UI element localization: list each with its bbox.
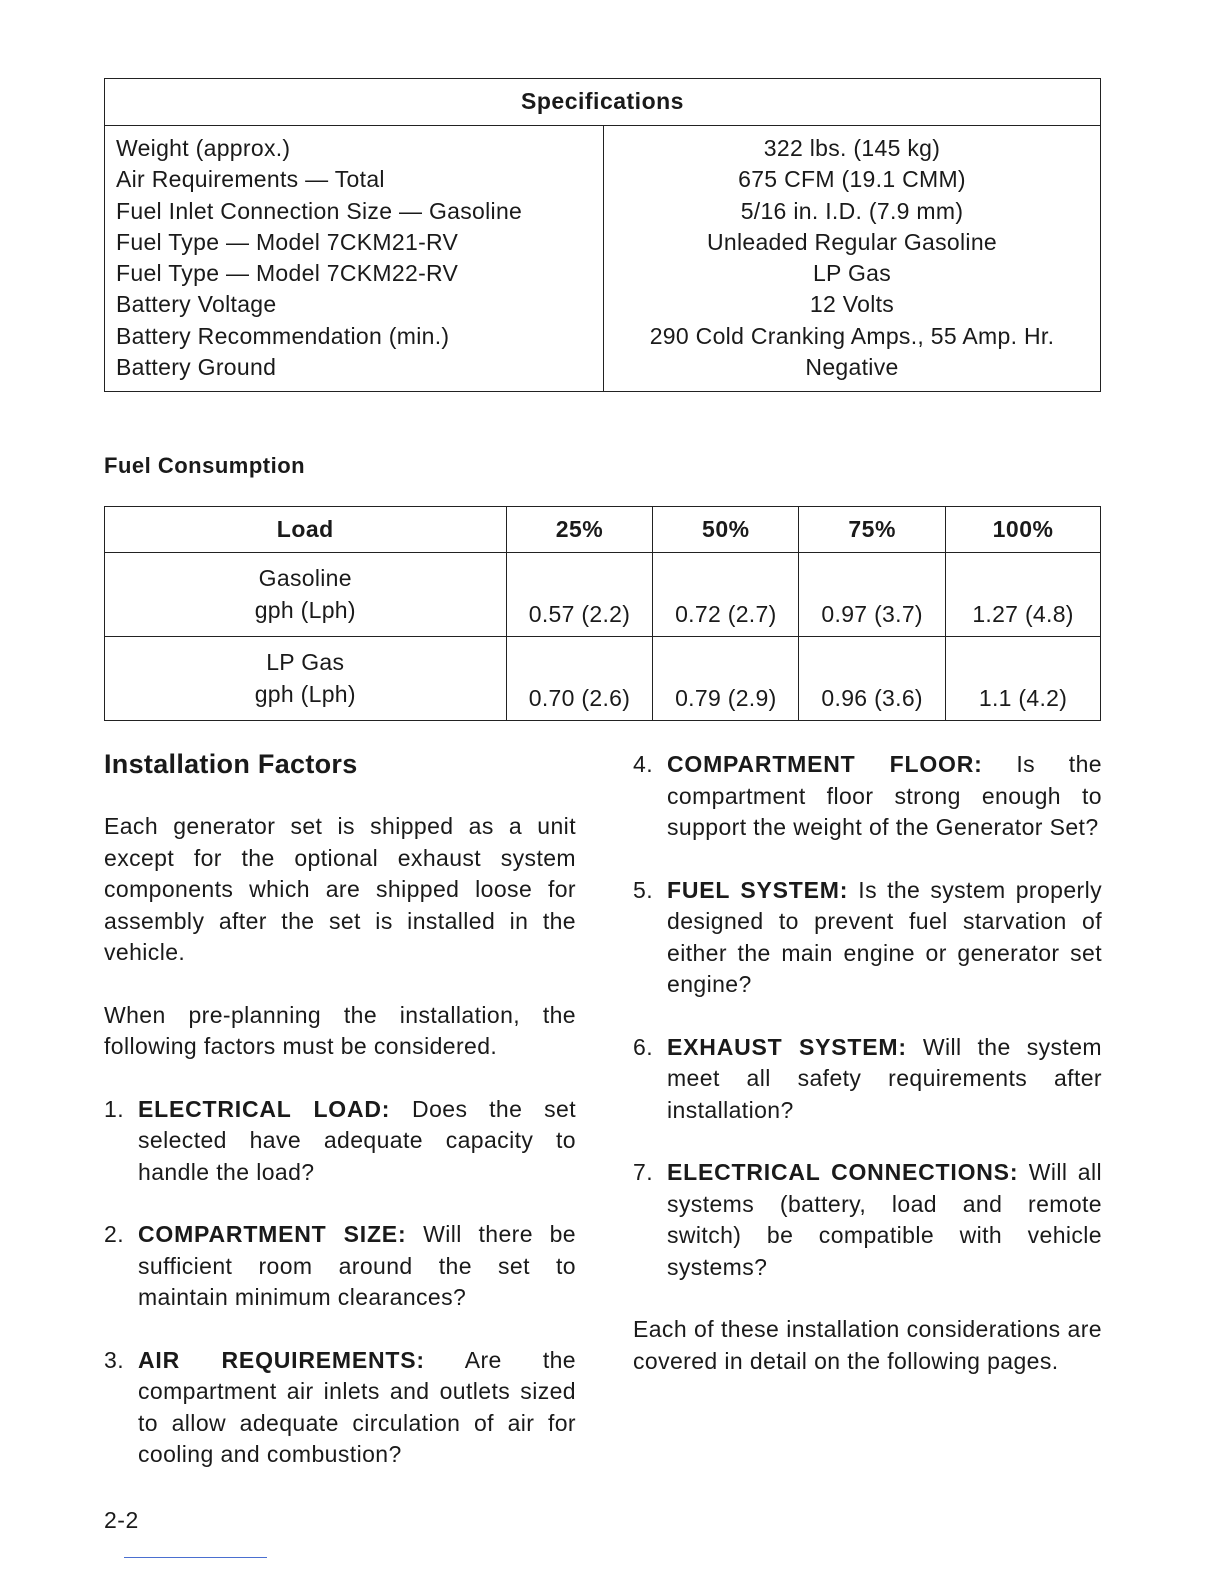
spec-label: Air Requirements — Total [116,166,385,193]
specifications-title: Specifications [105,79,1101,126]
fuel-type: Gasoline [258,565,352,591]
fuel-header-75: 75% [799,507,946,553]
spec-label: Battery Recommendation (min.) [116,322,450,349]
item-title: COMPARTMENT SIZE: [138,1221,407,1247]
fuel-row-label [105,553,507,637]
list-item [633,1032,1102,1127]
item-number: 2. [104,1221,124,1247]
list-item [104,1345,576,1471]
intro-paragraph: When pre-planning the installation, the following factors must be considered. [104,1001,576,1059]
item-text: Are the compartment air inlets and outlets sized to allow adequate circulation of air for cooling and combustion? [138,1346,576,1467]
right-column [633,749,1102,1408]
spec-label: Fuel Type — Model 7CKM21-RV [116,228,459,255]
fuel-value: 0.70 (2.6) [506,637,653,721]
item-text: Will all systems (battery, load and remote switch) be compatible with vehicle systems? [667,1159,1102,1280]
spec-label: Fuel Inlet Connection Size — Gasoline [116,197,523,224]
fuel-header-25: 25% [506,507,653,553]
spec-label: Fuel Type — Model 7CKM22-RV [116,260,459,287]
fuel-value: 0.97 (3.7) [799,553,946,637]
fuel-row-label [105,637,507,721]
item-text: Is the system properly designed to prevent fuel starvation of either the main engine or generator set engine? [667,876,1102,997]
item-title: FUEL SYSTEM: [667,876,849,903]
installation-heading: Installation Factors [104,749,358,779]
fuel-consumption-table [104,506,1101,721]
item-text: Does the set selected have adequate capacity to handle the load? [138,1095,576,1185]
list-item [104,1219,576,1314]
fuel-header-row [105,507,1101,553]
fuel-unit: gph (Lph) [254,680,356,707]
fuel-consumption-heading: Fuel Consumption [104,453,306,478]
item-number: 7. [633,1159,653,1185]
item-number: 3. [104,1346,124,1373]
spec-value: 5/16 in. I.D. (7.9 mm) [740,197,964,224]
fuel-type: LP Gas [266,649,345,675]
spec-value: Unleaded Regular Gasoline [706,228,998,255]
fuel-value: 0.79 (2.9) [653,637,799,721]
footer-rule [124,1557,267,1558]
spec-value: Negative [805,354,899,381]
spec-label: Battery Voltage [116,291,277,318]
fuel-value: 0.72 (2.7) [653,553,799,637]
item-title: EXHAUST SYSTEM: [667,1033,907,1060]
item-text: Will there be sufficient room around the set to maintain minimum clearances? [138,1221,576,1310]
intro-paragraph: Each generator set is shipped as a unit except for the optional exhaust system components which are shipped loose for assembly after the set is installed in the vehicle. [104,813,576,965]
item-number: 6. [633,1033,653,1060]
item-number: 1. [104,1095,124,1122]
spec-labels-column [105,126,604,392]
item-title: AIR REQUIREMENTS: [138,1346,425,1373]
fuel-header-50: 50% [653,507,799,553]
list-item [633,875,1102,1001]
item-title: ELECTRICAL LOAD: [138,1095,391,1122]
item-number: 5. [633,876,653,903]
spec-label: Battery Ground [116,354,277,381]
fuel-header-100: 100% [946,507,1101,553]
item-text: Will the system meet all safety requirements after installation? [667,1033,1102,1123]
fuel-row-gasoline [105,553,1101,637]
specifications-table [104,78,1101,392]
spec-value: 290 Cold Cranking Amps., 55 Amp. Hr. [649,322,1055,349]
spec-value: 322 lbs. (145 kg) [763,135,941,161]
page-number: 2-2 [104,1507,139,1533]
fuel-value: 0.57 (2.2) [506,553,653,637]
fuel-header-load: Load [105,507,507,553]
fuel-value: 1.27 (4.8) [946,553,1101,637]
list-item [633,1157,1102,1283]
fuel-row-lp-gas [105,637,1101,721]
spec-value: 675 CFM (19.1 CMM) [738,166,966,193]
spec-value: 12 Volts [809,291,895,318]
left-column [104,747,576,1502]
spec-values-column [604,126,1101,392]
list-item [633,749,1102,844]
item-title: ELECTRICAL CONNECTIONS: [667,1159,1019,1185]
fuel-unit: gph (Lph) [254,596,356,623]
fuel-value: 1.1 (4.2) [946,637,1101,721]
spec-value: LP Gas [812,260,892,287]
item-title: COMPARTMENT FLOOR: [667,751,983,777]
spec-label: Weight (approx.) [116,135,291,161]
list-item [104,1094,576,1189]
fuel-value: 0.96 (3.6) [799,637,946,721]
item-number: 4. [633,751,653,777]
closing-paragraph: Each of these installation considerations are covered in detail on the following pages. [633,1316,1102,1374]
item-text: Is the compartment floor strong enough to support the weight of the Generator Set? [667,751,1102,840]
